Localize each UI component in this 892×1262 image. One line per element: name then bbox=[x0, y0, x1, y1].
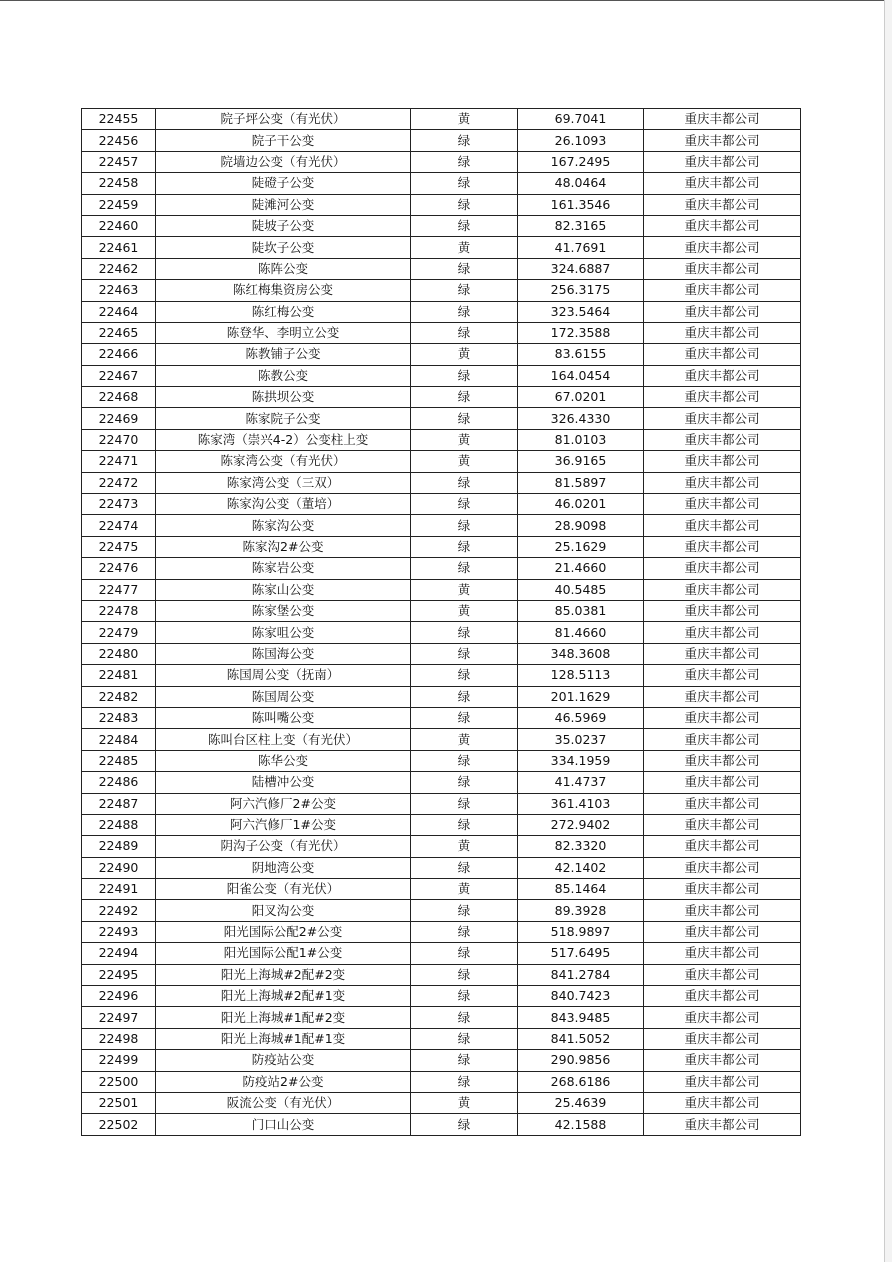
company-cell: 重庆丰都公司 bbox=[644, 301, 801, 322]
value-cell: 334.1959 bbox=[518, 750, 644, 771]
table-row bbox=[82, 173, 801, 194]
value-cell: 41.7691 bbox=[518, 237, 644, 258]
table-row bbox=[82, 964, 801, 985]
status-cell: 绿 bbox=[411, 472, 518, 493]
row-id-cell: 22489 bbox=[82, 836, 156, 857]
table-row bbox=[82, 772, 801, 793]
station-name-cell: 陈家岩公变 bbox=[156, 558, 411, 579]
station-name-cell: 阳光国际公配1#公变 bbox=[156, 943, 411, 964]
station-name-cell: 陈华公变 bbox=[156, 750, 411, 771]
status-cell: 绿 bbox=[411, 173, 518, 194]
status-cell: 绿 bbox=[411, 258, 518, 279]
company-cell: 重庆丰都公司 bbox=[644, 943, 801, 964]
table-row bbox=[82, 558, 801, 579]
company-cell: 重庆丰都公司 bbox=[644, 194, 801, 215]
table-row bbox=[82, 130, 801, 151]
station-name-cell: 陈叫台区柱上变（有光伏） bbox=[156, 729, 411, 750]
station-name-cell: 陈家湾（崇兴4-2）公变柱上变 bbox=[156, 429, 411, 450]
station-name-cell: 陈家湾公变（三双） bbox=[156, 472, 411, 493]
company-cell: 重庆丰都公司 bbox=[644, 515, 801, 536]
value-cell: 46.0201 bbox=[518, 494, 644, 515]
table-row bbox=[82, 622, 801, 643]
value-cell: 41.4737 bbox=[518, 772, 644, 793]
station-name-cell: 陡坎子公变 bbox=[156, 237, 411, 258]
table-row bbox=[82, 986, 801, 1007]
status-cell: 绿 bbox=[411, 793, 518, 814]
row-id-cell: 22462 bbox=[82, 258, 156, 279]
station-name-cell: 陈家沟公变 bbox=[156, 515, 411, 536]
status-cell: 绿 bbox=[411, 536, 518, 557]
station-name-cell: 陈拱坝公变 bbox=[156, 387, 411, 408]
row-id-cell: 22473 bbox=[82, 494, 156, 515]
status-cell: 黄 bbox=[411, 344, 518, 365]
page-top-border bbox=[0, 0, 892, 1]
station-name-cell: 阳光上海城#1配#2变 bbox=[156, 1007, 411, 1028]
row-id-cell: 22492 bbox=[82, 900, 156, 921]
row-id-cell: 22468 bbox=[82, 387, 156, 408]
table-row bbox=[82, 387, 801, 408]
row-id-cell: 22461 bbox=[82, 237, 156, 258]
value-cell: 172.3588 bbox=[518, 322, 644, 343]
table-row bbox=[82, 194, 801, 215]
page-right-edge bbox=[884, 0, 892, 1262]
value-cell: 83.6155 bbox=[518, 344, 644, 365]
status-cell: 绿 bbox=[411, 814, 518, 835]
station-name-cell: 陈教公变 bbox=[156, 365, 411, 386]
company-cell: 重庆丰都公司 bbox=[644, 729, 801, 750]
company-cell: 重庆丰都公司 bbox=[644, 1028, 801, 1049]
table-row bbox=[82, 151, 801, 172]
table-row bbox=[82, 301, 801, 322]
station-name-cell: 陈家堡公变 bbox=[156, 600, 411, 621]
company-cell: 重庆丰都公司 bbox=[644, 472, 801, 493]
status-cell: 绿 bbox=[411, 622, 518, 643]
value-cell: 40.5485 bbox=[518, 579, 644, 600]
table-row bbox=[82, 1071, 801, 1092]
status-cell: 绿 bbox=[411, 494, 518, 515]
status-cell: 绿 bbox=[411, 130, 518, 151]
station-name-cell: 陈家沟公变（董培） bbox=[156, 494, 411, 515]
company-cell: 重庆丰都公司 bbox=[644, 429, 801, 450]
station-name-cell: 阳雀公变（有光伏） bbox=[156, 879, 411, 900]
value-cell: 167.2495 bbox=[518, 151, 644, 172]
table-row bbox=[82, 686, 801, 707]
company-cell: 重庆丰都公司 bbox=[644, 237, 801, 258]
row-id-cell: 22480 bbox=[82, 643, 156, 664]
row-id-cell: 22457 bbox=[82, 151, 156, 172]
status-cell: 黄 bbox=[411, 879, 518, 900]
station-name-cell: 陈国海公变 bbox=[156, 643, 411, 664]
row-id-cell: 22483 bbox=[82, 707, 156, 728]
company-cell: 重庆丰都公司 bbox=[644, 344, 801, 365]
table-row bbox=[82, 836, 801, 857]
status-cell: 绿 bbox=[411, 365, 518, 386]
table-row bbox=[82, 429, 801, 450]
table-row bbox=[82, 900, 801, 921]
value-cell: 69.7041 bbox=[518, 109, 644, 130]
table-row bbox=[82, 793, 801, 814]
status-cell: 绿 bbox=[411, 900, 518, 921]
row-id-cell: 22493 bbox=[82, 921, 156, 942]
row-id-cell: 22491 bbox=[82, 879, 156, 900]
value-cell: 841.5052 bbox=[518, 1028, 644, 1049]
status-cell: 绿 bbox=[411, 151, 518, 172]
company-cell: 重庆丰都公司 bbox=[644, 707, 801, 728]
station-name-cell: 陈红梅集资房公变 bbox=[156, 280, 411, 301]
value-cell: 35.0237 bbox=[518, 729, 644, 750]
company-cell: 重庆丰都公司 bbox=[644, 536, 801, 557]
company-cell: 重庆丰都公司 bbox=[644, 814, 801, 835]
value-cell: 36.9165 bbox=[518, 451, 644, 472]
status-cell: 绿 bbox=[411, 215, 518, 236]
station-name-cell: 院子干公变 bbox=[156, 130, 411, 151]
table-row bbox=[82, 643, 801, 664]
value-cell: 268.6186 bbox=[518, 1071, 644, 1092]
status-cell: 绿 bbox=[411, 921, 518, 942]
company-cell: 重庆丰都公司 bbox=[644, 921, 801, 942]
row-id-cell: 22474 bbox=[82, 515, 156, 536]
table-row bbox=[82, 665, 801, 686]
company-cell: 重庆丰都公司 bbox=[644, 879, 801, 900]
company-cell: 重庆丰都公司 bbox=[644, 836, 801, 857]
station-name-cell: 陡坡子公变 bbox=[156, 215, 411, 236]
station-name-cell: 阳光国际公配2#公变 bbox=[156, 921, 411, 942]
row-id-cell: 22467 bbox=[82, 365, 156, 386]
company-cell: 重庆丰都公司 bbox=[644, 494, 801, 515]
company-cell: 重庆丰都公司 bbox=[644, 451, 801, 472]
row-id-cell: 22495 bbox=[82, 964, 156, 985]
row-id-cell: 22478 bbox=[82, 600, 156, 621]
station-name-cell: 陈教铺子公变 bbox=[156, 344, 411, 365]
row-id-cell: 22486 bbox=[82, 772, 156, 793]
company-cell: 重庆丰都公司 bbox=[644, 964, 801, 985]
station-name-cell: 陈家咀公变 bbox=[156, 622, 411, 643]
status-cell: 绿 bbox=[411, 558, 518, 579]
table-row bbox=[82, 750, 801, 771]
table-row bbox=[82, 494, 801, 515]
row-id-cell: 22466 bbox=[82, 344, 156, 365]
station-name-cell: 阴地湾公变 bbox=[156, 857, 411, 878]
table-row bbox=[82, 814, 801, 835]
table-row bbox=[82, 408, 801, 429]
station-name-cell: 陈叫嘴公变 bbox=[156, 707, 411, 728]
company-cell: 重庆丰都公司 bbox=[644, 1050, 801, 1071]
value-cell: 82.3320 bbox=[518, 836, 644, 857]
row-id-cell: 22458 bbox=[82, 173, 156, 194]
value-cell: 85.0381 bbox=[518, 600, 644, 621]
value-cell: 48.0464 bbox=[518, 173, 644, 194]
table-row bbox=[82, 921, 801, 942]
row-id-cell: 22465 bbox=[82, 322, 156, 343]
status-cell: 绿 bbox=[411, 772, 518, 793]
row-id-cell: 22501 bbox=[82, 1092, 156, 1113]
value-cell: 843.9485 bbox=[518, 1007, 644, 1028]
status-cell: 黄 bbox=[411, 1092, 518, 1113]
status-cell: 绿 bbox=[411, 857, 518, 878]
status-cell: 黄 bbox=[411, 109, 518, 130]
table-row bbox=[82, 237, 801, 258]
status-cell: 黄 bbox=[411, 836, 518, 857]
station-name-cell: 陈阵公变 bbox=[156, 258, 411, 279]
value-cell: 28.9098 bbox=[518, 515, 644, 536]
value-cell: 82.3165 bbox=[518, 215, 644, 236]
status-cell: 绿 bbox=[411, 1114, 518, 1135]
row-id-cell: 22469 bbox=[82, 408, 156, 429]
status-cell: 绿 bbox=[411, 387, 518, 408]
status-cell: 黄 bbox=[411, 600, 518, 621]
company-cell: 重庆丰都公司 bbox=[644, 1092, 801, 1113]
company-cell: 重庆丰都公司 bbox=[644, 215, 801, 236]
row-id-cell: 22496 bbox=[82, 986, 156, 1007]
table-row bbox=[82, 1007, 801, 1028]
company-cell: 重庆丰都公司 bbox=[644, 280, 801, 301]
station-name-cell: 陡磴子公变 bbox=[156, 173, 411, 194]
station-name-cell: 陈家山公变 bbox=[156, 579, 411, 600]
value-cell: 256.3175 bbox=[518, 280, 644, 301]
station-name-cell: 阳光上海城#2配#1变 bbox=[156, 986, 411, 1007]
value-cell: 25.4639 bbox=[518, 1092, 644, 1113]
status-cell: 绿 bbox=[411, 943, 518, 964]
company-cell: 重庆丰都公司 bbox=[644, 322, 801, 343]
status-cell: 绿 bbox=[411, 665, 518, 686]
row-id-cell: 22477 bbox=[82, 579, 156, 600]
table-row bbox=[82, 857, 801, 878]
company-cell: 重庆丰都公司 bbox=[644, 857, 801, 878]
row-id-cell: 22499 bbox=[82, 1050, 156, 1071]
row-id-cell: 22500 bbox=[82, 1071, 156, 1092]
value-cell: 290.9856 bbox=[518, 1050, 644, 1071]
company-cell: 重庆丰都公司 bbox=[644, 387, 801, 408]
value-cell: 840.7423 bbox=[518, 986, 644, 1007]
value-cell: 42.1588 bbox=[518, 1114, 644, 1135]
value-cell: 518.9897 bbox=[518, 921, 644, 942]
table-row bbox=[82, 1114, 801, 1135]
table-row bbox=[82, 536, 801, 557]
table-row bbox=[82, 579, 801, 600]
row-id-cell: 22494 bbox=[82, 943, 156, 964]
company-cell: 重庆丰都公司 bbox=[644, 1007, 801, 1028]
value-cell: 81.0103 bbox=[518, 429, 644, 450]
value-cell: 46.5969 bbox=[518, 707, 644, 728]
row-id-cell: 22472 bbox=[82, 472, 156, 493]
company-cell: 重庆丰都公司 bbox=[644, 151, 801, 172]
row-id-cell: 22481 bbox=[82, 665, 156, 686]
station-name-cell: 阳光上海城#1配#1变 bbox=[156, 1028, 411, 1049]
value-cell: 89.3928 bbox=[518, 900, 644, 921]
row-id-cell: 22463 bbox=[82, 280, 156, 301]
table-row bbox=[82, 258, 801, 279]
company-cell: 重庆丰都公司 bbox=[644, 622, 801, 643]
row-id-cell: 22479 bbox=[82, 622, 156, 643]
status-cell: 黄 bbox=[411, 451, 518, 472]
company-cell: 重庆丰都公司 bbox=[644, 600, 801, 621]
row-id-cell: 22459 bbox=[82, 194, 156, 215]
status-cell: 绿 bbox=[411, 515, 518, 536]
company-cell: 重庆丰都公司 bbox=[644, 665, 801, 686]
company-cell: 重庆丰都公司 bbox=[644, 900, 801, 921]
station-name-cell: 陈国周公变（抚南） bbox=[156, 665, 411, 686]
status-cell: 绿 bbox=[411, 986, 518, 1007]
table-row bbox=[82, 707, 801, 728]
status-cell: 绿 bbox=[411, 322, 518, 343]
station-name-cell: 陈家院子公变 bbox=[156, 408, 411, 429]
station-name-cell: 防疫站公变 bbox=[156, 1050, 411, 1071]
table-row bbox=[82, 1092, 801, 1113]
status-cell: 绿 bbox=[411, 686, 518, 707]
status-cell: 绿 bbox=[411, 194, 518, 215]
status-cell: 绿 bbox=[411, 301, 518, 322]
company-cell: 重庆丰都公司 bbox=[644, 365, 801, 386]
station-name-cell: 陈家沟2#公变 bbox=[156, 536, 411, 557]
row-id-cell: 22482 bbox=[82, 686, 156, 707]
company-cell: 重庆丰都公司 bbox=[644, 173, 801, 194]
status-cell: 绿 bbox=[411, 280, 518, 301]
company-cell: 重庆丰都公司 bbox=[644, 686, 801, 707]
station-name-cell: 陈国周公变 bbox=[156, 686, 411, 707]
table-row bbox=[82, 729, 801, 750]
value-cell: 164.0454 bbox=[518, 365, 644, 386]
company-cell: 重庆丰都公司 bbox=[644, 258, 801, 279]
status-cell: 黄 bbox=[411, 429, 518, 450]
status-cell: 黄 bbox=[411, 237, 518, 258]
station-name-cell: 阴沟子公变（有光伏） bbox=[156, 836, 411, 857]
value-cell: 361.4103 bbox=[518, 793, 644, 814]
row-id-cell: 22502 bbox=[82, 1114, 156, 1135]
table-row bbox=[82, 451, 801, 472]
row-id-cell: 22475 bbox=[82, 536, 156, 557]
value-cell: 161.3546 bbox=[518, 194, 644, 215]
status-cell: 绿 bbox=[411, 1050, 518, 1071]
row-id-cell: 22455 bbox=[82, 109, 156, 130]
company-cell: 重庆丰都公司 bbox=[644, 579, 801, 600]
value-cell: 85.1464 bbox=[518, 879, 644, 900]
company-cell: 重庆丰都公司 bbox=[644, 772, 801, 793]
row-id-cell: 22497 bbox=[82, 1007, 156, 1028]
value-cell: 81.5897 bbox=[518, 472, 644, 493]
company-cell: 重庆丰都公司 bbox=[644, 643, 801, 664]
station-name-cell: 陈红梅公变 bbox=[156, 301, 411, 322]
table-row bbox=[82, 1050, 801, 1071]
table-body bbox=[82, 109, 801, 1136]
row-id-cell: 22460 bbox=[82, 215, 156, 236]
company-cell: 重庆丰都公司 bbox=[644, 1071, 801, 1092]
row-id-cell: 22490 bbox=[82, 857, 156, 878]
row-id-cell: 22476 bbox=[82, 558, 156, 579]
value-cell: 201.1629 bbox=[518, 686, 644, 707]
table-row bbox=[82, 600, 801, 621]
row-id-cell: 22487 bbox=[82, 793, 156, 814]
company-cell: 重庆丰都公司 bbox=[644, 793, 801, 814]
value-cell: 272.9402 bbox=[518, 814, 644, 835]
value-cell: 326.4330 bbox=[518, 408, 644, 429]
company-cell: 重庆丰都公司 bbox=[644, 130, 801, 151]
row-id-cell: 22470 bbox=[82, 429, 156, 450]
row-id-cell: 22471 bbox=[82, 451, 156, 472]
value-cell: 128.5113 bbox=[518, 665, 644, 686]
station-name-cell: 陆槽冲公变 bbox=[156, 772, 411, 793]
value-cell: 21.4660 bbox=[518, 558, 644, 579]
row-id-cell: 22456 bbox=[82, 130, 156, 151]
company-cell: 重庆丰都公司 bbox=[644, 1114, 801, 1135]
table-row bbox=[82, 515, 801, 536]
station-name-cell: 阳光上海城#2配#2变 bbox=[156, 964, 411, 985]
value-cell: 517.6495 bbox=[518, 943, 644, 964]
station-name-cell: 阳叉沟公变 bbox=[156, 900, 411, 921]
value-cell: 841.2784 bbox=[518, 964, 644, 985]
station-name-cell: 阿六汽修厂1#公变 bbox=[156, 814, 411, 835]
station-name-cell: 陈登华、李明立公变 bbox=[156, 322, 411, 343]
station-name-cell: 院墙边公变（有光伏） bbox=[156, 151, 411, 172]
station-name-cell: 陡滩河公变 bbox=[156, 194, 411, 215]
status-cell: 绿 bbox=[411, 643, 518, 664]
value-cell: 323.5464 bbox=[518, 301, 644, 322]
value-cell: 348.3608 bbox=[518, 643, 644, 664]
company-cell: 重庆丰都公司 bbox=[644, 109, 801, 130]
station-name-cell: 阿六汽修厂2#公变 bbox=[156, 793, 411, 814]
station-name-cell: 院子坪公变（有光伏） bbox=[156, 109, 411, 130]
table-row bbox=[82, 280, 801, 301]
table-row bbox=[82, 879, 801, 900]
status-cell: 绿 bbox=[411, 1007, 518, 1028]
station-name-cell: 防疫站2#公变 bbox=[156, 1071, 411, 1092]
value-cell: 26.1093 bbox=[518, 130, 644, 151]
row-id-cell: 22464 bbox=[82, 301, 156, 322]
status-cell: 黄 bbox=[411, 729, 518, 750]
value-cell: 67.0201 bbox=[518, 387, 644, 408]
row-id-cell: 22485 bbox=[82, 750, 156, 771]
company-cell: 重庆丰都公司 bbox=[644, 558, 801, 579]
company-cell: 重庆丰都公司 bbox=[644, 408, 801, 429]
table-row bbox=[82, 943, 801, 964]
status-cell: 绿 bbox=[411, 408, 518, 429]
status-cell: 绿 bbox=[411, 1028, 518, 1049]
table-row bbox=[82, 322, 801, 343]
value-cell: 25.1629 bbox=[518, 536, 644, 557]
row-id-cell: 22484 bbox=[82, 729, 156, 750]
value-cell: 81.4660 bbox=[518, 622, 644, 643]
table-row bbox=[82, 1028, 801, 1049]
value-cell: 42.1402 bbox=[518, 857, 644, 878]
row-id-cell: 22498 bbox=[82, 1028, 156, 1049]
company-cell: 重庆丰都公司 bbox=[644, 750, 801, 771]
station-name-cell: 阪流公变（有光伏） bbox=[156, 1092, 411, 1113]
status-cell: 黄 bbox=[411, 579, 518, 600]
status-cell: 绿 bbox=[411, 1071, 518, 1092]
table-row bbox=[82, 215, 801, 236]
status-cell: 绿 bbox=[411, 964, 518, 985]
table-row bbox=[82, 109, 801, 130]
status-cell: 绿 bbox=[411, 707, 518, 728]
table-row bbox=[82, 365, 801, 386]
transformer-table bbox=[81, 108, 801, 1136]
value-cell: 324.6887 bbox=[518, 258, 644, 279]
status-cell: 绿 bbox=[411, 750, 518, 771]
table-row bbox=[82, 344, 801, 365]
row-id-cell: 22488 bbox=[82, 814, 156, 835]
table-row bbox=[82, 472, 801, 493]
station-name-cell: 陈家湾公变（有光伏） bbox=[156, 451, 411, 472]
company-cell: 重庆丰都公司 bbox=[644, 986, 801, 1007]
station-name-cell: 门口山公变 bbox=[156, 1114, 411, 1135]
